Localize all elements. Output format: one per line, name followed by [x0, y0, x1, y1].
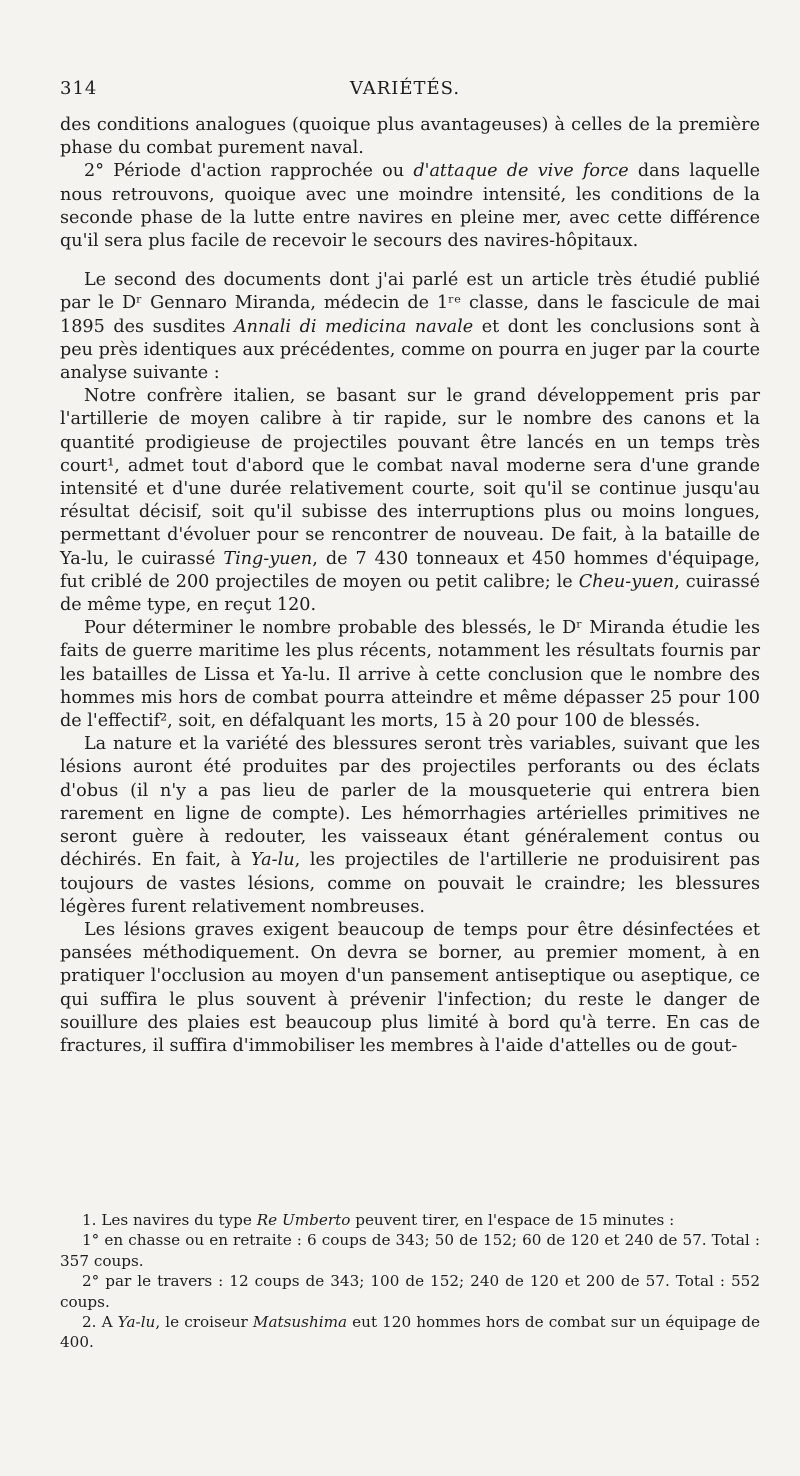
paragraph-2: 2° Période d'action rapprochée ou d'attaque de vive force dans laquelle nous retrouvons, quoique avec une moindre intensité, les conditions de la seconde phase de la lutte entre navires en pleine mer, avec cette différence qu'il sera plus facile de recevoir le secours des navires-hôpitaux.: [60, 161, 761, 252]
ship-name: Ting-yuen: [223, 548, 313, 569]
paragraph-4: Notre confrère italien, se basant sur le grand développement pris par l'artillerie de moyen calibre à tir rapide, sur le nombre des canons et la quantité prodigieuse de projectiles pouvant être lancés en un temps très court¹, admet tout d'abord que le combat naval moderne sera d'une grande intensité et d'une durée relativement courte, soit qu'il se continue jusqu'au résultat décisif, soit qu'il subisse des interruptions plus ou moins longues, permettant d'évoluer pour se rencontrer de nouveau. De fait, à la bataille de Ya-lu, le cuirassé Ting-yuen, de 7 430 tonneaux et 450 hommes d'équipage, fut criblé de 200 projectiles de moyen ou petit calibre; le Cheu-yuen, cuirassé de même type, en reçut 120.: [60, 386, 761, 616]
paragraph-3: Le second des documents dont j'ai parlé est un article très étudié publié par le Dʳ Gennaro Miranda, médecin de 1ʳᵉ classe, dans le fascicule de mai 1895 des susdites Annali di medicina navale et dont les conclusions sont à peu près identiques aux précédentes, comme on pourra en juger par la courte analyse suivante :: [60, 270, 760, 384]
footnote-1: 1. Les navires du type Re Umberto peuvent tirer, en l'espace de 15 minutes :: [82, 1211, 675, 1229]
footnote-1-line-3: 2° par le travers : 12 coups de 343; 100 de 152; 240 de 120 et 200 de 57. Total : 552 coups.: [60, 1272, 760, 1311]
footnote-2: 2. A Ya-lu, le croiseur Matsushima eut 120 hommes hors de combat sur un équipage de 400.: [60, 1313, 760, 1352]
paragraph-7: Les lésions graves exigent beaucoup de temps pour être désinfectées et pansées méthodiquement. On devra se borner, au premier moment, à en pratiquer l'occlusion au moyen d'un pansement antiseptique ou aseptique, ce qui suffira le plus souvent à prévenir l'infection; du reste le danger de souillure des plaies est beaucoup plus limité à bord qu'à terre. En cas de fractures, il suffira d'immobiliser les membres à l'aide d'attelles ou de gout-: [60, 919, 760, 1056]
ship-name: Cheu-yuen: [578, 571, 675, 592]
page-number: 314: [60, 78, 98, 99]
paragraph-6: La nature et la variété des blessures seront très variables, suivant que les lésions auront été produites par des projectiles perforants ou des éclats d'obus (il n'y a pas lieu de parler de la mousqueterie qui entrera bien rarement en ligne de compte). Les hémorrhagies artérielles primitives ne seront guère à redouter, les vaisseaux étant généralement contus ou déchirés. En fait, à Ya-lu, les projectiles de l'artillerie ne produisirent pas toujours de vastes lésions, comme on pouvait le craindre; les blessures légères furent relativement nombreuses.: [60, 734, 761, 917]
place-name: Ya-lu: [117, 1313, 156, 1332]
paragraph-5: Pour déterminer le nombre probable des blessés, le Dʳ Miranda étudie les faits de guerre maritime les plus récents, notamment les résultats fournis par les batailles de Lissa et Ya-lu. Il arrive à cette conclusion que le nombre des hommes mis hors de combat pourra atteindre et même dépasser 25 pour 100 de l'effectif², soit, en défalquant les morts, 15 à 20 pour 100 de blessés.: [60, 618, 760, 732]
place-name: Ya-lu: [250, 850, 295, 871]
journal-title: Annali di medicina navale: [233, 316, 474, 337]
running-head: VARIÉTÉS.: [349, 78, 461, 99]
body-text: [60, 114, 760, 1058]
page-header: [60, 78, 750, 102]
ship-name: Matsushima: [252, 1313, 348, 1332]
footnote-1-line-2: 1° en chasse ou en retraite : 6 coups de 343; 50 de 152; 60 de 120 et 240 de 57. Total : 357 coups.: [60, 1231, 760, 1270]
footnotes: [60, 1210, 760, 1353]
italic-phrase: d'attaque de vive force: [413, 161, 629, 182]
paragraph-1: des conditions analogues (quoique plus avantageuses) à celles de la première phase du combat purement naval.: [60, 115, 760, 159]
ship-type: Re Umberto: [256, 1211, 351, 1229]
